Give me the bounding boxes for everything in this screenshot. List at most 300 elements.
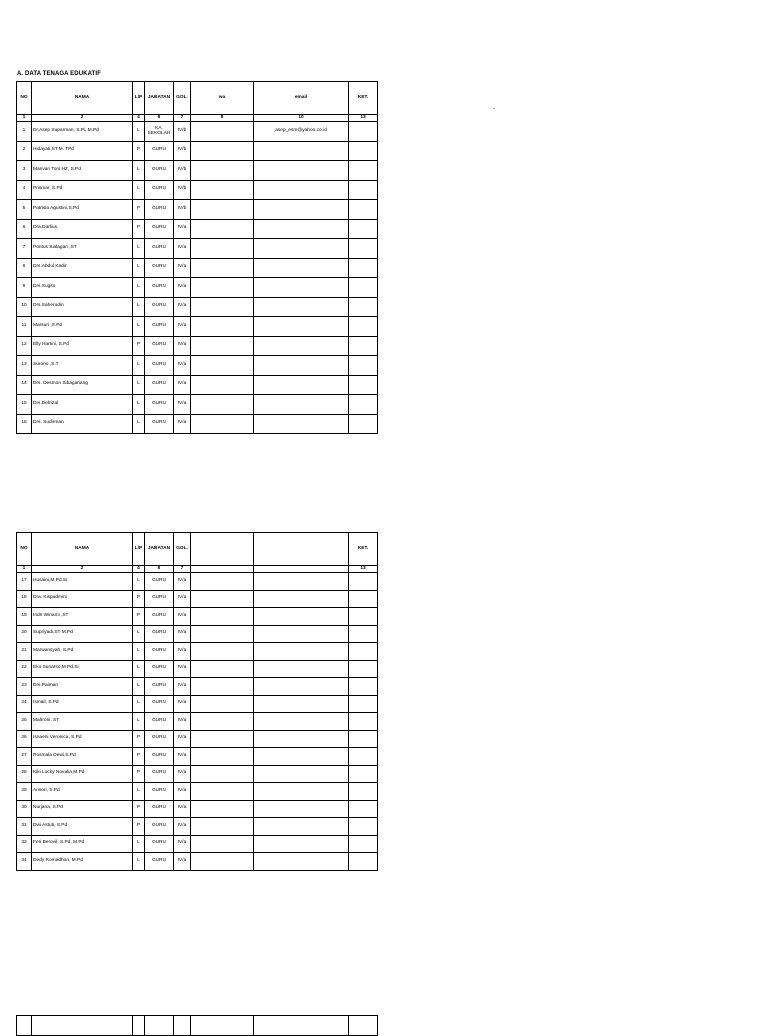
cell-gol: IV/a bbox=[174, 375, 191, 395]
cell-ket bbox=[349, 356, 378, 376]
cell-jabatan: GURU bbox=[145, 180, 174, 200]
colnum: 7 bbox=[174, 566, 191, 573]
cell-nama: Dedy Romadhon, M.Pd bbox=[32, 853, 133, 871]
cell-lp: P bbox=[133, 800, 145, 818]
cell-jabatan: GURU bbox=[145, 141, 174, 161]
cell-no: 5 bbox=[17, 200, 32, 220]
cell-wa bbox=[191, 395, 254, 415]
cell-ket bbox=[349, 141, 378, 161]
cell-gol: IV/a bbox=[174, 818, 191, 836]
cell-gol: IV/a bbox=[174, 573, 191, 591]
cell-nama: Drs.Abdul Kadir bbox=[32, 258, 133, 278]
cell-lp: L bbox=[133, 414, 145, 434]
cell-ket bbox=[349, 835, 378, 853]
cell-no: 8 bbox=[17, 258, 32, 278]
cell-lp: L bbox=[133, 625, 145, 643]
cell-ket bbox=[349, 783, 378, 801]
table-header-row bbox=[17, 82, 378, 115]
cell-nama: Drs. Desmon Sibagariang bbox=[32, 375, 133, 395]
colnum: 1 bbox=[17, 566, 32, 573]
cell-jabatan: GURU bbox=[145, 853, 174, 871]
header-ket: KET. bbox=[349, 533, 378, 566]
cell-nama: Eko Sunarso,M.Pd.Si bbox=[32, 660, 133, 678]
cell-wa bbox=[191, 678, 254, 696]
cell-gol: IV/a bbox=[174, 356, 191, 376]
cell-email bbox=[254, 336, 349, 356]
cell-email bbox=[254, 141, 349, 161]
table-row bbox=[17, 239, 378, 259]
cell-gol: IV/a bbox=[174, 239, 191, 259]
cell-ket bbox=[349, 200, 378, 220]
cell-no: 23 bbox=[17, 678, 32, 696]
cell-lp: L bbox=[133, 853, 145, 871]
cell-no: 12 bbox=[17, 336, 32, 356]
cell-lp: P bbox=[133, 219, 145, 239]
cell-no: 14 bbox=[17, 375, 32, 395]
cell-lp: P bbox=[133, 336, 145, 356]
cell-ket bbox=[349, 297, 378, 317]
cell-gol: IV/a bbox=[174, 297, 191, 317]
cell-wa bbox=[191, 297, 254, 317]
cell-gol: IV/a bbox=[174, 258, 191, 278]
cell-jabatan: GURU bbox=[145, 297, 174, 317]
cell-wa bbox=[191, 180, 254, 200]
column-number-row bbox=[17, 566, 378, 573]
cell-email bbox=[254, 161, 349, 181]
cell-gol: IV/b bbox=[174, 122, 191, 142]
cell-jabatan: GURU bbox=[145, 765, 174, 783]
table-row bbox=[17, 783, 378, 801]
cell-gol: IV/a bbox=[174, 660, 191, 678]
empty-cell bbox=[32, 1016, 133, 1036]
cell-ket bbox=[349, 730, 378, 748]
cell-ket bbox=[349, 608, 378, 626]
cell-email bbox=[254, 375, 349, 395]
cell-nama: Marsuri ,S.Pd bbox=[32, 317, 133, 337]
cell-jabatan: GURU bbox=[145, 317, 174, 337]
cell-no: 13 bbox=[17, 356, 32, 376]
cell-jabatan: GURU bbox=[145, 219, 174, 239]
cell-jabatan: GURU bbox=[145, 660, 174, 678]
table-row bbox=[17, 161, 378, 181]
cell-lp: P bbox=[133, 818, 145, 836]
cell-wa bbox=[191, 643, 254, 661]
cell-ket bbox=[349, 590, 378, 608]
cell-email bbox=[254, 258, 349, 278]
cell-email bbox=[254, 239, 349, 259]
header-lp: L/P bbox=[133, 533, 145, 566]
cell-email bbox=[254, 800, 349, 818]
cell-wa bbox=[191, 258, 254, 278]
cell-ket bbox=[349, 748, 378, 766]
cell-gol: IV/b bbox=[174, 180, 191, 200]
table-row bbox=[17, 395, 378, 415]
cell-nama: Ansori, S.Pd bbox=[32, 783, 133, 801]
cell-email bbox=[254, 643, 349, 661]
table-row bbox=[17, 818, 378, 836]
table-row bbox=[17, 414, 378, 434]
cell-email bbox=[254, 573, 349, 591]
cell-lp: L bbox=[133, 713, 145, 731]
cell-email bbox=[254, 395, 349, 415]
cell-jabatan: GURU bbox=[145, 239, 174, 259]
colnum: 13 bbox=[349, 115, 378, 122]
cell-lp: L bbox=[133, 122, 145, 142]
empty-cell bbox=[174, 1016, 191, 1036]
cell-email bbox=[254, 783, 349, 801]
cell-no: 10 bbox=[17, 297, 32, 317]
cell-wa bbox=[191, 695, 254, 713]
cell-gol: IV/a bbox=[174, 317, 191, 337]
cell-lp: L bbox=[133, 678, 145, 696]
teacher-table-1 bbox=[16, 81, 378, 434]
cell-nama: Drs.Sugito bbox=[32, 278, 133, 298]
cell-nama: Pontus Sialagan ,ST bbox=[32, 239, 133, 259]
cell-lp: P bbox=[133, 730, 145, 748]
table-row bbox=[17, 730, 378, 748]
cell-lp: P bbox=[133, 200, 145, 220]
cell-lp: P bbox=[133, 765, 145, 783]
cell-ket bbox=[349, 695, 378, 713]
cell-no: 18 bbox=[17, 590, 32, 608]
cell-no: 6 bbox=[17, 219, 32, 239]
cell-nama: Elly Hartini, S.Pd bbox=[32, 336, 133, 356]
cell-ket bbox=[349, 853, 378, 871]
cell-wa bbox=[191, 730, 254, 748]
cell-wa bbox=[191, 660, 254, 678]
cell-email bbox=[254, 835, 349, 853]
cell-lp: L bbox=[133, 317, 145, 337]
cell-gol: IV/a bbox=[174, 713, 191, 731]
cell-ket bbox=[349, 625, 378, 643]
table-row bbox=[17, 141, 378, 161]
colnum: 8 bbox=[191, 115, 254, 122]
cell-jabatan: GURU bbox=[145, 200, 174, 220]
cell-jabatan: GURU bbox=[145, 678, 174, 696]
cell-wa bbox=[191, 161, 254, 181]
cell-nama: Kiki Lucky Novalia,M.Pd bbox=[32, 765, 133, 783]
table-row bbox=[17, 122, 378, 142]
colnum bbox=[191, 566, 254, 573]
table-row bbox=[17, 219, 378, 239]
header-email bbox=[254, 533, 349, 566]
header-gol: GOL. bbox=[174, 82, 191, 115]
cell-lp: L bbox=[133, 660, 145, 678]
cell-ket bbox=[349, 573, 378, 591]
cell-no: 15 bbox=[17, 395, 32, 415]
cell-nama: Rosmala Dewi,S.Pd bbox=[32, 748, 133, 766]
cell-no: 29 bbox=[17, 783, 32, 801]
cell-email bbox=[254, 678, 349, 696]
cell-nama: Husaini,M.Pd.Si bbox=[32, 573, 133, 591]
cell-nama: Marwansyah, S.Pd bbox=[32, 643, 133, 661]
cell-nama: Dr.Asep Suparman, S.Pi, M.Pd bbox=[32, 122, 133, 142]
colnum: 1 bbox=[17, 115, 32, 122]
table-row bbox=[17, 713, 378, 731]
cell-jabatan: GURU bbox=[145, 608, 174, 626]
cell-nama: Drs.Defrizal bbox=[32, 395, 133, 415]
cell-lp: P bbox=[133, 748, 145, 766]
cell-email bbox=[254, 765, 349, 783]
cell-no: 3 bbox=[17, 161, 32, 181]
cell-jabatan: GURU bbox=[145, 395, 174, 415]
cell-lp: P bbox=[133, 590, 145, 608]
cell-wa bbox=[191, 590, 254, 608]
cell-nama: Indri Winami ,ST bbox=[32, 608, 133, 626]
cell-email bbox=[254, 356, 349, 376]
header-email: email bbox=[254, 82, 349, 115]
cell-jabatan: GURU bbox=[145, 356, 174, 376]
cell-email bbox=[254, 713, 349, 731]
cell-jabatan: GURU bbox=[145, 713, 174, 731]
cell-ket bbox=[349, 395, 378, 415]
cell-nama: Prismar, S.Pd bbox=[32, 180, 133, 200]
cell-email bbox=[254, 180, 349, 200]
cell-wa bbox=[191, 122, 254, 142]
table-row bbox=[17, 297, 378, 317]
header-gol: GOL. bbox=[174, 533, 191, 566]
cell-ket bbox=[349, 278, 378, 298]
table-row bbox=[17, 608, 378, 626]
cell-no: 22 bbox=[17, 660, 32, 678]
empty-cell bbox=[254, 1016, 349, 1036]
colnum: 4 bbox=[133, 115, 145, 122]
empty-cell bbox=[191, 1016, 254, 1036]
cell-lp: L bbox=[133, 356, 145, 376]
cell-jabatan: GURU bbox=[145, 258, 174, 278]
header-nama: NAMA bbox=[32, 82, 133, 115]
cell-nama: Supriyadi,ST M.Pd bbox=[32, 625, 133, 643]
cell-lp: L bbox=[133, 695, 145, 713]
stray-mark bbox=[493, 108, 495, 109]
cell-gol: IV/a bbox=[174, 219, 191, 239]
cell-email bbox=[254, 200, 349, 220]
cell-gol: IV/a bbox=[174, 590, 191, 608]
cell-gol: IV/a bbox=[174, 625, 191, 643]
cell-lp: L bbox=[133, 375, 145, 395]
cell-no: 26 bbox=[17, 730, 32, 748]
cell-wa bbox=[191, 573, 254, 591]
table-row bbox=[17, 278, 378, 298]
cell-lp: L bbox=[133, 783, 145, 801]
cell-email bbox=[254, 278, 349, 298]
table-row bbox=[17, 625, 378, 643]
cell-no: 4 bbox=[17, 180, 32, 200]
cell-jabatan: GURU bbox=[145, 818, 174, 836]
cell-jabatan: GURU bbox=[145, 590, 174, 608]
cell-wa bbox=[191, 765, 254, 783]
cell-gol: IV/a bbox=[174, 643, 191, 661]
table-header-row bbox=[17, 1016, 378, 1036]
cell-nama: Dra.Darlius bbox=[32, 219, 133, 239]
colnum bbox=[254, 566, 349, 573]
cell-no: 30 bbox=[17, 800, 32, 818]
cell-jabatan: GURU bbox=[145, 573, 174, 591]
cell-wa bbox=[191, 317, 254, 337]
cell-wa bbox=[191, 239, 254, 259]
cell-jabatan: GURU bbox=[145, 625, 174, 643]
cell-no: 1 bbox=[17, 122, 32, 142]
cell-no: 27 bbox=[17, 748, 32, 766]
column-number-row bbox=[17, 115, 378, 122]
header-lp: L/P bbox=[133, 82, 145, 115]
header-nama: NAMA bbox=[32, 533, 133, 566]
cell-nama: Mahroni, ST bbox=[32, 713, 133, 731]
header-ket: KET. bbox=[349, 82, 378, 115]
cell-ket bbox=[349, 678, 378, 696]
empty-cell bbox=[133, 1016, 145, 1036]
cell-no: 7 bbox=[17, 239, 32, 259]
cell-no: 31 bbox=[17, 818, 32, 836]
cell-email bbox=[254, 625, 349, 643]
cell-no: 20 bbox=[17, 625, 32, 643]
cell-lp: L bbox=[133, 180, 145, 200]
cell-wa bbox=[191, 608, 254, 626]
cell-ket bbox=[349, 258, 378, 278]
cell-jabatan: GURU bbox=[145, 161, 174, 181]
cell-lp: L bbox=[133, 161, 145, 181]
cell-ket bbox=[349, 180, 378, 200]
cell-nama: Nurjana, S.Pd bbox=[32, 800, 133, 818]
cell-lp: P bbox=[133, 608, 145, 626]
cell-email bbox=[254, 219, 349, 239]
cell-gol: IV/a bbox=[174, 730, 191, 748]
cell-email bbox=[254, 317, 349, 337]
empty-cell bbox=[349, 1016, 378, 1036]
header-no: NO bbox=[17, 533, 32, 566]
cell-email bbox=[254, 818, 349, 836]
cell-email bbox=[254, 853, 349, 871]
header-jabatan: JABATAN bbox=[145, 82, 174, 115]
cell-nama: Drs. Sudirman bbox=[32, 414, 133, 434]
cell-nama: Surono ,S.T bbox=[32, 356, 133, 376]
cell-no: 25 bbox=[17, 713, 32, 731]
cell-jabatan: GURU bbox=[145, 748, 174, 766]
cell-wa bbox=[191, 278, 254, 298]
table-row bbox=[17, 356, 378, 376]
cell-wa bbox=[191, 200, 254, 220]
cell-gol: IV/a bbox=[174, 783, 191, 801]
cell-jabatan: GURU bbox=[145, 800, 174, 818]
colnum: 2 bbox=[32, 115, 133, 122]
cell-ket bbox=[349, 161, 378, 181]
cell-nama: Dra. Kispadmini bbox=[32, 590, 133, 608]
teacher-table-2 bbox=[16, 532, 378, 871]
cell-ket bbox=[349, 219, 378, 239]
cell-lp: L bbox=[133, 239, 145, 259]
cell-no: 34 bbox=[17, 853, 32, 871]
cell-no: 19 bbox=[17, 608, 32, 626]
section-title: A. DATA TENAGA EDUKATIF bbox=[17, 71, 101, 77]
teacher-table-3-partial bbox=[16, 1015, 378, 1036]
cell-nama: Drs.Saherudin bbox=[32, 297, 133, 317]
table-row bbox=[17, 200, 378, 220]
cell-wa bbox=[191, 818, 254, 836]
colnum: 6 bbox=[145, 115, 174, 122]
cell-wa bbox=[191, 141, 254, 161]
cell-gol: IV/a bbox=[174, 765, 191, 783]
cell-ket bbox=[349, 317, 378, 337]
cell-gol: IV/a bbox=[174, 678, 191, 696]
cell-email bbox=[254, 730, 349, 748]
cell-wa bbox=[191, 783, 254, 801]
cell-wa bbox=[191, 748, 254, 766]
cell-ket bbox=[349, 818, 378, 836]
cell-email bbox=[254, 297, 349, 317]
cell-lp: L bbox=[133, 297, 145, 317]
cell-gol: IV/b bbox=[174, 200, 191, 220]
cell-lp: L bbox=[133, 835, 145, 853]
cell-wa bbox=[191, 375, 254, 395]
cell-jabatan: GURU bbox=[145, 375, 174, 395]
empty-cell bbox=[145, 1016, 174, 1036]
cell-lp: L bbox=[133, 258, 145, 278]
colnum: 13 bbox=[349, 566, 378, 573]
colnum: 7 bbox=[174, 115, 191, 122]
cell-ket bbox=[349, 643, 378, 661]
cell-ket bbox=[349, 713, 378, 731]
cell-email bbox=[254, 748, 349, 766]
cell-gol: IV/a bbox=[174, 336, 191, 356]
cell-ket bbox=[349, 765, 378, 783]
cell-gol: IV/a bbox=[174, 835, 191, 853]
table-header-row bbox=[17, 533, 378, 566]
cell-nama: Ismail, S.Pd bbox=[32, 695, 133, 713]
cell-nama: Feri Berovil, S.Pd, M.Pd bbox=[32, 835, 133, 853]
cell-wa bbox=[191, 356, 254, 376]
cell-no: 17 bbox=[17, 573, 32, 591]
table-row bbox=[17, 853, 378, 871]
cell-gol: IV/a bbox=[174, 414, 191, 434]
cell-jabatan: KA. SEKOLAH bbox=[145, 122, 174, 142]
table-row bbox=[17, 336, 378, 356]
colnum: 6 bbox=[145, 566, 174, 573]
cell-wa bbox=[191, 336, 254, 356]
table-row bbox=[17, 660, 378, 678]
cell-wa bbox=[191, 219, 254, 239]
cell-email: asep_esm@yahoo.co.id bbox=[254, 122, 349, 142]
cell-email bbox=[254, 695, 349, 713]
cell-jabatan: GURU bbox=[145, 336, 174, 356]
colnum: 2 bbox=[32, 566, 133, 573]
cell-nama: Patrisia Agustini,S.Pd bbox=[32, 200, 133, 220]
table-row bbox=[17, 695, 378, 713]
cell-no: 11 bbox=[17, 317, 32, 337]
table-row bbox=[17, 835, 378, 853]
table-row bbox=[17, 573, 378, 591]
cell-jabatan: GURU bbox=[145, 414, 174, 434]
cell-gol: IV/a bbox=[174, 395, 191, 415]
header-wa: wa bbox=[191, 82, 254, 115]
cell-ket bbox=[349, 414, 378, 434]
cell-email bbox=[254, 414, 349, 434]
cell-no: 21 bbox=[17, 643, 32, 661]
table-row bbox=[17, 375, 378, 395]
colnum: 4 bbox=[133, 566, 145, 573]
cell-wa bbox=[191, 835, 254, 853]
cell-gol: IV/a bbox=[174, 800, 191, 818]
cell-nama: Manvan Toni HZ, S.Pd bbox=[32, 161, 133, 181]
cell-ket bbox=[349, 800, 378, 818]
cell-gol: IV/a bbox=[174, 695, 191, 713]
cell-nama: Dwi Astuti, S.Pd bbox=[32, 818, 133, 836]
cell-wa bbox=[191, 414, 254, 434]
cell-gol: IV/b bbox=[174, 141, 191, 161]
table-row bbox=[17, 678, 378, 696]
cell-ket bbox=[349, 122, 378, 142]
cell-email bbox=[254, 590, 349, 608]
cell-nama: Isnaeni Veronica, S.Pd bbox=[32, 730, 133, 748]
